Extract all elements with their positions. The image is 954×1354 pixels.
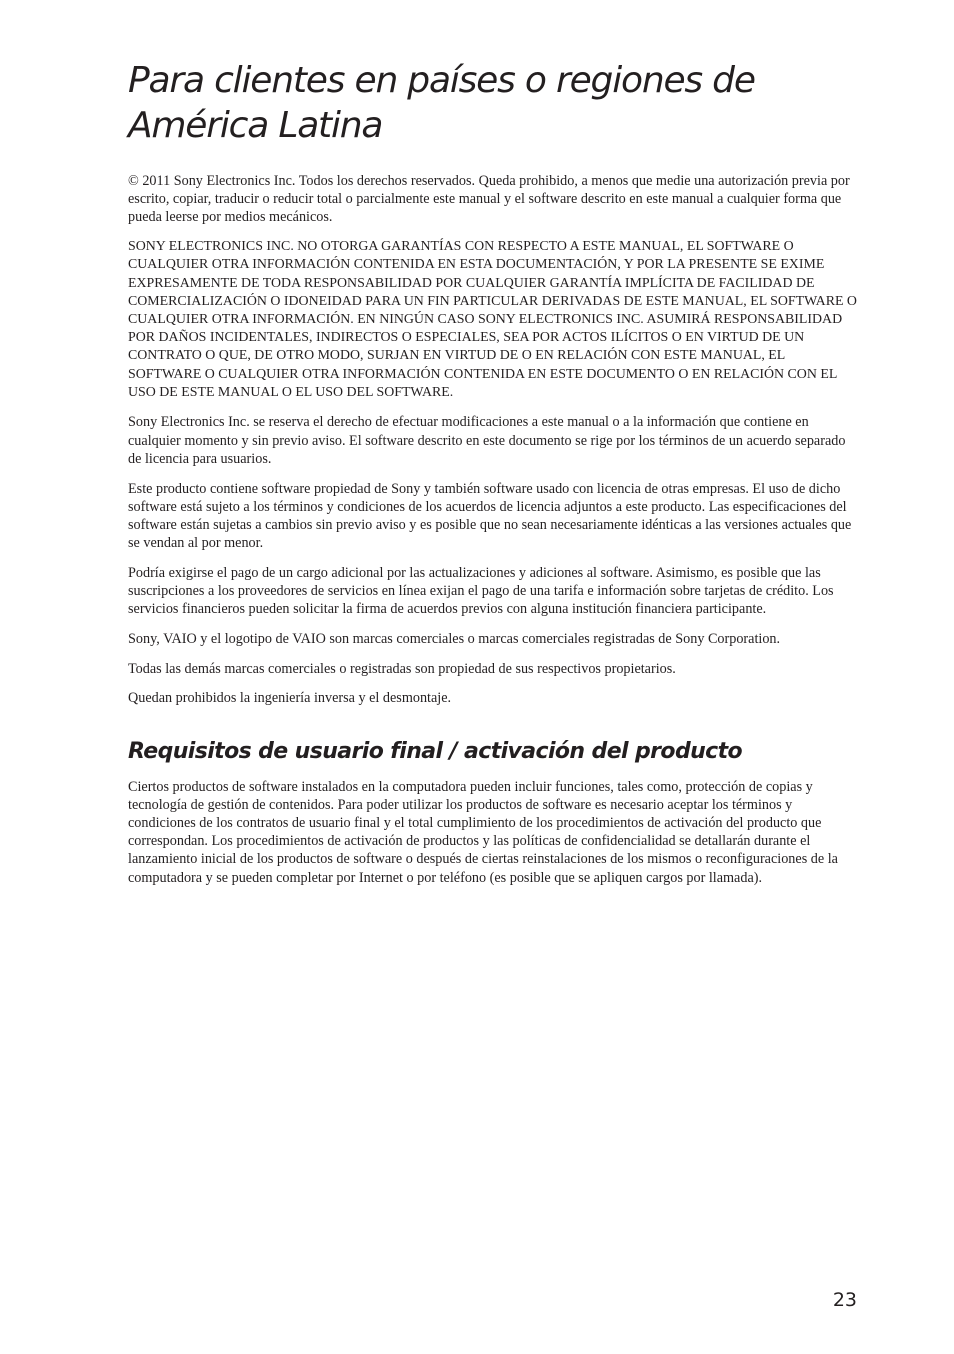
paragraph-disclaimer: SONY ELECTRONICS INC. NO OTORGA GARANTÍAS CON RESPECTO A ESTE MANUAL, EL SOFTWARE O CUALQUIER OTRA INFORMACIÓN CONTENIDA EN ESTA DOCUMENTACIÓN, Y POR LA PRESENTE SE EXIME EXPRESAMENTE DE TODA RESPONSABILIDAD POR CUALQUIER GARANTÍA IMPLÍCITA DE FACILIDAD DE COMERCIALIZACIÓN O IDONEIDAD PARA UN FIN PARTICULAR DERIVADAS DE ESTE MANUAL, EL SOFTWARE O CUALQUIER OTRA INFORMACIÓN. EN NINGÚN CASO SONY ELECTRONICS INC. ASUMIRÁ RESPONSABILIDAD POR DAÑOS INCIDENTALES, INDIRECTOS O ESPECIALES, SEA POR ACTOS ILÍCITOS O EN VIRTUD DE UN CONTRATO O QUE, DE OTRO MODO, SURJAN EN VIRTUD DE O EN RELACIÓN CON ESTE MANUAL, EL SOFTWARE O CUALQUIER OTRA INFORMACIÓN CONTENIDA EN ESTE DOCUMENTO O EN RELACIÓN CON EL USO DE ESTE MANUAL O EL USO DEL SOFTWARE. — [128, 239, 857, 400]
paragraph-modifications: Sony Electronics Inc. se reserva el derecho de efectuar modificaciones a este manual o a la información que contiene en cualquier momento y sin previo aviso. El software descrito en este documento se rige por los términos de un acuerdo separado de licencia para usuarios. — [128, 414, 846, 467]
section-title: Requisitos de usuario final / activación del producto — [128, 738, 743, 764]
paragraph-trademarks-other: Todas las demás marcas comerciales o registradas son propiedad de sus respectivos propietarios. — [128, 660, 676, 677]
page-number: 23 — [832, 1289, 857, 1311]
paragraph-software-license: Este producto contiene software propiedad de Sony y también software usado con licencia de otras empresas. El uso de dicho software está sujeto a los términos y condiciones de los acuerdos de licencia adjuntos a este producto. Las especificaciones del software están sujetas a cambios sin previo aviso y es posible que no sean necesariamente idénticas a las versiones actuales que se vendan al por menor. — [128, 480, 852, 552]
paragraph-activation: Ciertos productos de software instalados en la computadora pueden incluir funciones, tales como, protección de copias y tecnología de gestión de contenidos. Para poder utilizar los productos de software es necesario aceptar los términos y condiciones de los contratos de usuario final y el total cumplimiento de los procedimientos de activación del producto que correspondan. Los procedimientos de activación de productos y las políticas de confidencialidad se detallarán durante el lanzamiento inicial de los productos de software o después de ciertas reinstalaciones de los mismos o reconfiguraciones de la computadora y se pueden completar por Internet o por teléfono (es posible que se apliquen cargos por llamada). — [128, 778, 838, 886]
page-title: Para clientes en países o regiones de América Latina — [128, 60, 755, 146]
paragraph-trademarks-sony: Sony, VAIO y el logotipo de VAIO son marcas comerciales o marcas comerciales registradas de Sony Corporation. — [128, 630, 781, 647]
paragraph-reverse-engineering: Quedan prohibidos la ingeniería inversa y el desmontaje. — [128, 690, 452, 707]
paragraph-copyright: © 2011 Sony Electronics Inc. Todos los derechos reservados. Queda prohibido, a menos que medie una autorización previa por escrito, copiar, traducir o reducir total o parcialmente este manual y el software descrito en este manual a cualquier forma que pueda leerse por medios mecánicos. — [128, 173, 850, 226]
paragraph-additional-charges: Podría exigirse el pago de un cargo adicional por las actualizaciones y adiciones al software. Asimismo, es posible que las suscripciones a los proveedores de servicios en línea exijan el pago de una tarifa e información sobre tarjetas de crédito. Los servicios financieros pueden solicitar la firma de acuerdos previos con alguna institución financiera participante. — [128, 564, 834, 618]
document-page — [128, 58, 858, 898]
